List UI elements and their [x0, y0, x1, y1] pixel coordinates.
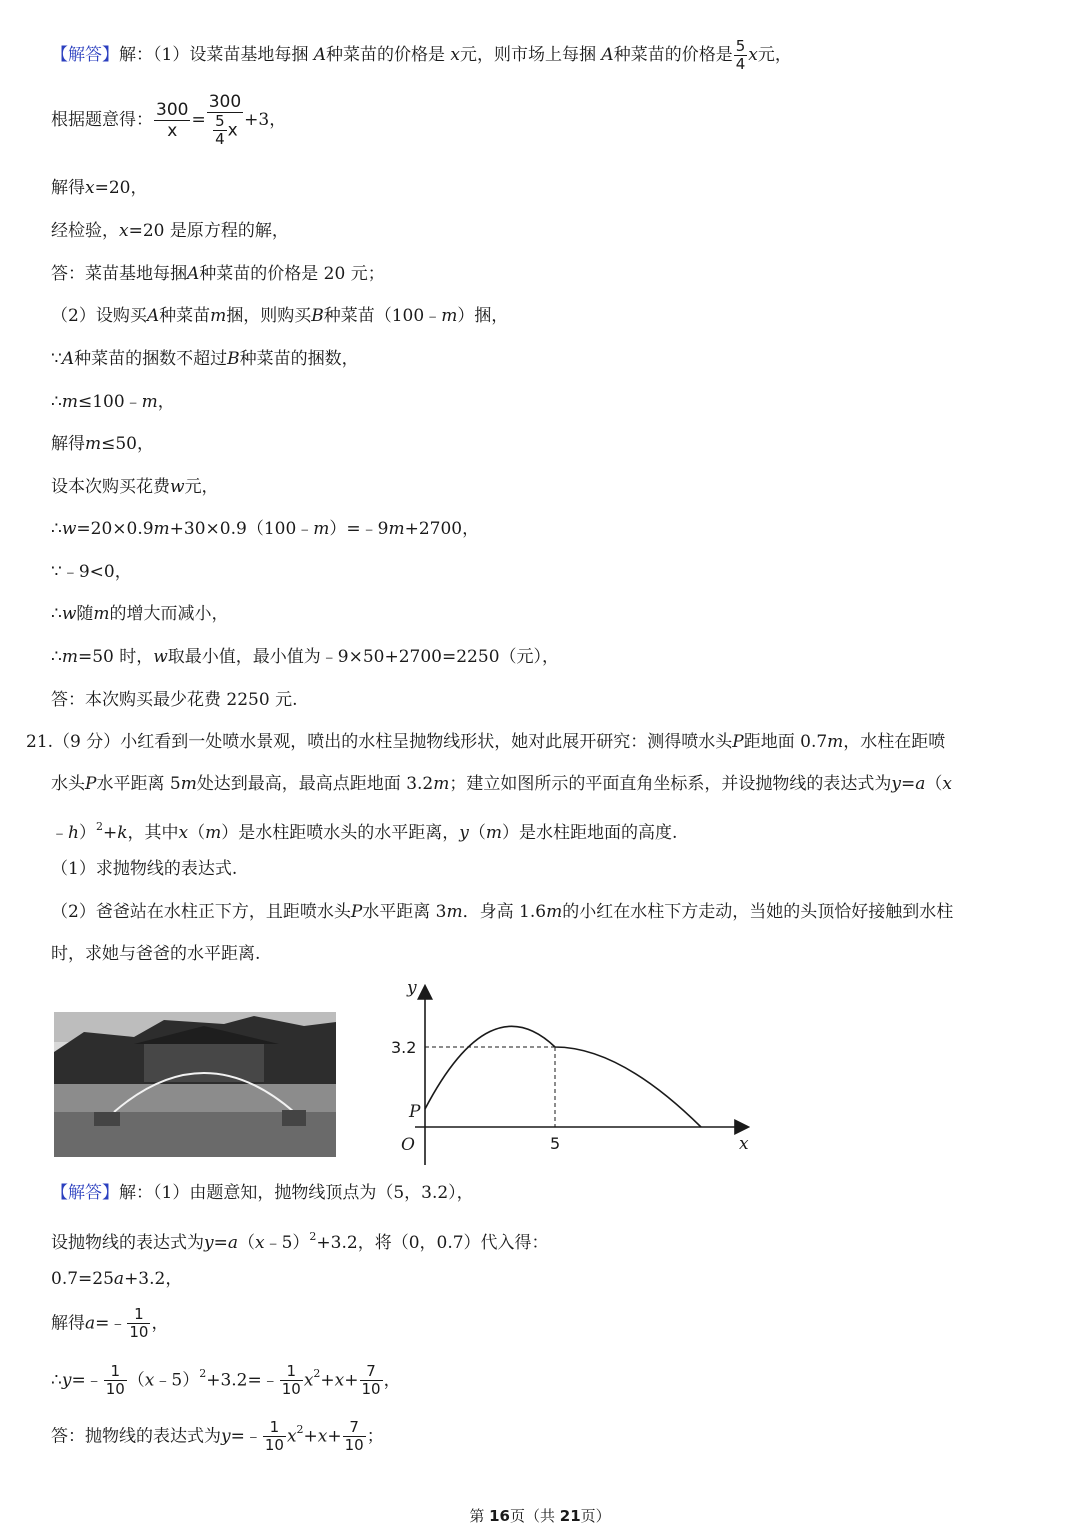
solution-line-7: ∵A种菜苗的捆数不超过B种菜苗的捆数， — [51, 349, 359, 369]
page-number: 16 — [489, 1507, 510, 1525]
question-line-5: （2）爸爸站在水柱正下方，且距喷水头P水平距离 3m．身高 1.6m的小红在水柱下方走动，当她的头顶恰好接触到水柱 — [51, 902, 954, 922]
fraction: $\frac{7}{10}$ — [361, 1362, 381, 1398]
question-line-1: 21.（9 分）小红看到一处喷水景观，喷出的水柱呈抛物线形状，她对此展开研究：测得喷水头P距地面 0.7m，水柱在距喷 — [26, 732, 946, 752]
compound-fraction: 300 $\frac{5}{4}$ x — [208, 92, 242, 148]
solution-line-2: 根据题意得： $\frac{300}{x}$ = 300 $\frac{5}{4}$ x +3， — [51, 92, 287, 148]
solution-line-13: ∴w随m的增大而减小， — [51, 604, 229, 624]
fraction: $\frac{300}{x}$ — [156, 99, 189, 141]
answer-line-1: 【解答】解：（1）由题意知，抛物线顶点为（5，3.2）， — [51, 1183, 474, 1203]
solution-line-14: ∴m=50 时，w取最小值，最小值为﹣9×50+2700=2250（元）， — [51, 647, 560, 667]
answer-tag: 【解答】 — [51, 1183, 119, 1203]
solution-line-6: （2）设购买A种菜苗m捆，则购买B种菜苗（100﹣m）捆， — [51, 306, 509, 326]
fraction: $\frac{5}{4}$ — [735, 37, 746, 73]
solution-line-8: ∴m≤100﹣m， — [51, 392, 175, 412]
solution-line-5: 答：菜苗基地每捆A种菜苗的价格是 20 元； — [51, 264, 385, 284]
point-p-label: P — [409, 1102, 421, 1122]
total-pages: 21 — [559, 1507, 581, 1525]
fraction: $\frac{1}{10}$ — [281, 1362, 301, 1398]
answer-line-5: ∴y=﹣ $\frac{1}{10}$ （x﹣5）$^2$+3.2=﹣ $\frac{1}{10}$ $x^2+x+$ $\frac{7}{10}$ ， — [51, 1362, 401, 1398]
solution-line-3: 解得x=20， — [51, 178, 148, 198]
parabola-curve — [425, 1026, 701, 1127]
fraction: $\frac{1}{10}$ — [105, 1362, 125, 1398]
fraction: $\frac{1}{10}$ — [129, 1305, 149, 1341]
solution-line-15: 答：本次购买最少花费 2250 元. — [51, 690, 298, 710]
solution-line-1: 【解答】解：（1）设菜苗基地每捆 A种菜苗的价格是 x元，则市场上每捆 A种菜苗的价格是 $\frac{5}{4}$ x元， — [51, 37, 792, 73]
answer-line-4: 解得a=﹣ $\frac{1}{10}$ ， — [51, 1305, 169, 1341]
answer-line-2: 设抛物线的表达式为y=a（x﹣5）$^2$+3.2，将（0，0.7）代入得： — [51, 1230, 549, 1253]
solution-line-12: ∵﹣9<0， — [51, 562, 132, 582]
answer-line-3: 0.7=25a+3.2， — [51, 1269, 183, 1289]
fraction: $\frac{1}{10}$ — [264, 1418, 284, 1454]
answer-line-6: 答：抛物线的表达式为y=﹣ $\frac{1}{10}$ $x^2+x+$ $\frac{7}{10}$ ； — [51, 1418, 384, 1454]
question-line-2: 水头P水平距离 5m处达到最高，最高点距地面 3.2m；建立如图所示的平面直角坐标系，并设抛物线的表达式为y=a（x — [51, 774, 952, 794]
fraction: $\frac{7}{10}$ — [344, 1418, 364, 1454]
origin-label: O — [401, 1135, 415, 1155]
solution-line-9: 解得m≤50， — [51, 434, 155, 454]
solution-line-11: ∴w=20×0.9m+30×0.9（100﹣m）=﹣9m+2700， — [51, 519, 480, 539]
question-line-3: ﹣h）$^2$+k，其中x（m）是水柱距喷水头的水平距离，y（m）是水柱距地面的高度. — [51, 820, 678, 843]
solution-line-10: 设本次购买花费w元， — [51, 477, 219, 497]
parabola-graph — [385, 975, 765, 1170]
fountain-photo — [54, 1012, 336, 1157]
solution-line-4: 经检验，x=20 是原方程的解， — [51, 221, 289, 241]
x-tick-label: 5 — [550, 1134, 561, 1153]
y-axis-label: y — [407, 978, 417, 998]
answer-tag: 【解答】 — [51, 45, 119, 65]
question-line-4: （1）求抛物线的表达式. — [51, 859, 238, 879]
page-footer: 第 16页（共 21页） — [469, 1507, 611, 1525]
y-tick-label: 3.2 — [391, 1038, 417, 1057]
fountain-photo-drawing — [54, 1012, 336, 1157]
x-axis-label: x — [739, 1134, 749, 1154]
question-line-6: 时，求她与爸爸的水平距离. — [51, 944, 261, 964]
